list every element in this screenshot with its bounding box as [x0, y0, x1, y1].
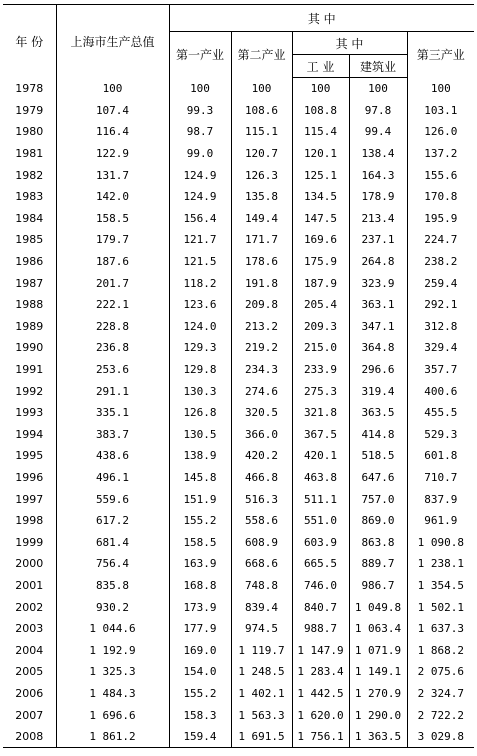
primary-cell: 99.3 [169, 100, 231, 122]
construction-cell: 1 071.9 [349, 639, 407, 661]
table-row [3, 683, 474, 705]
primary-cell: 98.7 [169, 121, 231, 143]
table-row [3, 575, 474, 597]
year-cell: 1984 [3, 208, 56, 230]
tertiary-cell: 238.2 [424, 255, 458, 269]
secondary-cell: 178.6 [231, 251, 292, 273]
table-row [3, 553, 474, 575]
gdp-cell: 187.6 [56, 251, 169, 273]
industry-cell: 115.4 [292, 121, 349, 143]
industry-cell: 746.0 [292, 575, 349, 597]
gdp-cell: 201.7 [56, 272, 169, 294]
table-row [3, 337, 474, 359]
secondary-cell: 839.4 [231, 596, 292, 618]
gdp-cell: 179.7 [56, 229, 169, 251]
gdp-cell: 681.4 [56, 531, 169, 553]
construction-cell: 364.8 [349, 337, 407, 359]
secondary-industry-header: 第二产业 [231, 32, 292, 78]
industry-cell: 1 620.0 [292, 704, 349, 726]
gdp-header: 上海市生产总值 [56, 5, 169, 78]
primary-cell: 126.8 [169, 402, 231, 424]
tertiary-cell: 2 324.7 [417, 686, 464, 700]
primary-cell: 130.3 [169, 380, 231, 402]
primary-cell: 99.0 [169, 143, 231, 165]
industry-cell: 215.0 [292, 337, 349, 359]
secondary-cell: 126.3 [231, 164, 292, 186]
industry-cell: 463.8 [292, 467, 349, 489]
industry-cell: 420.1 [292, 445, 349, 467]
year-header: 年 份 [3, 5, 56, 78]
industry-cell: 205.4 [292, 294, 349, 316]
table-row [3, 143, 474, 165]
tertiary-cell: 137.2 [424, 147, 458, 161]
gdp-cell: 1 696.6 [56, 704, 169, 726]
secondary-cell: 668.6 [231, 553, 292, 575]
primary-cell: 129.8 [169, 359, 231, 381]
tertiary-cell: 400.6 [424, 384, 458, 398]
primary-cell: 155.2 [169, 683, 231, 705]
industry-cell: 125.1 [292, 164, 349, 186]
industry-cell: 1 283.4 [292, 661, 349, 683]
year-cell: 2003 [3, 618, 56, 640]
secondary-cell: 120.7 [231, 143, 292, 165]
table-row [3, 596, 474, 618]
industry-cell: 275.3 [292, 380, 349, 402]
year-cell: 2008 [3, 726, 56, 748]
construction-cell: 347.1 [349, 316, 407, 338]
primary-cell: 151.9 [169, 488, 231, 510]
gdp-cell: 835.8 [56, 575, 169, 597]
year-cell: 1993 [3, 402, 56, 424]
year-cell: 2007 [3, 704, 56, 726]
construction-cell: 414.8 [349, 424, 407, 446]
gdp-cell: 142.0 [56, 186, 169, 208]
gdp-index-table [3, 4, 474, 748]
table-body [3, 78, 474, 748]
secondary-cell: 320.5 [231, 402, 292, 424]
year-cell: 1998 [3, 510, 56, 532]
industry-cell: 147.5 [292, 208, 349, 230]
tertiary-cell: 100 [430, 82, 451, 96]
year-cell: 1987 [3, 272, 56, 294]
gdp-cell: 930.2 [56, 596, 169, 618]
industry-cell: 321.8 [292, 402, 349, 424]
primary-cell: 156.4 [169, 208, 231, 230]
secondary-cell: 974.5 [231, 618, 292, 640]
table-row [3, 618, 474, 640]
tertiary-cell: 837.9 [424, 492, 458, 506]
industry-cell: 840.7 [292, 596, 349, 618]
secondary-cell: 149.4 [231, 208, 292, 230]
tertiary-cell: 292.1 [424, 298, 458, 312]
tertiary-cell: 1 090.8 [417, 535, 464, 549]
primary-cell: 121.7 [169, 229, 231, 251]
table-row [3, 704, 474, 726]
primary-cell: 129.3 [169, 337, 231, 359]
tertiary-cell: 2 075.6 [417, 665, 464, 679]
construction-cell: 323.9 [349, 272, 407, 294]
construction-cell: 1 363.5 [349, 726, 407, 748]
secondary-cell: 748.8 [231, 575, 292, 597]
industry-cell: 175.9 [292, 251, 349, 273]
tertiary-cell: 601.8 [424, 449, 458, 463]
secondary-cell: 191.8 [231, 272, 292, 294]
primary-cell: 121.5 [169, 251, 231, 273]
table-row [3, 424, 474, 446]
gdp-cell: 131.7 [56, 164, 169, 186]
year-cell: 1996 [3, 467, 56, 489]
year-cell: 1989 [3, 316, 56, 338]
tertiary-cell: 1 868.2 [417, 643, 464, 657]
tertiary-cell: 259.4 [424, 276, 458, 290]
table-row [3, 661, 474, 683]
construction-cell: 889.7 [349, 553, 407, 575]
construction-cell: 1 290.0 [349, 704, 407, 726]
primary-cell: 123.6 [169, 294, 231, 316]
year-cell: 1995 [3, 445, 56, 467]
year-cell: 1983 [3, 186, 56, 208]
year-cell: 1979 [3, 100, 56, 122]
secondary-cell: 466.8 [231, 467, 292, 489]
industry-cell: 1 442.5 [292, 683, 349, 705]
industry-cell: 551.0 [292, 510, 349, 532]
construction-header: 建筑业 [349, 55, 407, 78]
primary-cell: 124.9 [169, 164, 231, 186]
year-cell: 1990 [3, 337, 56, 359]
year-cell: 1978 [3, 78, 56, 100]
tertiary-cell: 710.7 [424, 470, 458, 484]
gdp-cell: 383.7 [56, 424, 169, 446]
year-cell: 1999 [3, 531, 56, 553]
industry-cell: 233.9 [292, 359, 349, 381]
table-row [3, 488, 474, 510]
construction-cell: 1 149.1 [349, 661, 407, 683]
tertiary-cell: 224.7 [424, 233, 458, 247]
primary-cell: 158.3 [169, 704, 231, 726]
table-row [3, 272, 474, 294]
construction-cell: 986.7 [349, 575, 407, 597]
industry-cell: 603.9 [292, 531, 349, 553]
year-cell: 2004 [3, 639, 56, 661]
primary-cell: 173.9 [169, 596, 231, 618]
primary-cell: 118.2 [169, 272, 231, 294]
table-row [3, 445, 474, 467]
primary-industry-header: 第一产业 [169, 32, 231, 78]
gdp-cell: 1 044.6 [56, 618, 169, 640]
tertiary-cell: 103.1 [424, 103, 458, 117]
table-row [3, 164, 474, 186]
year-cell: 1982 [3, 164, 56, 186]
construction-cell: 178.9 [349, 186, 407, 208]
tertiary-cell: 1 502.1 [417, 600, 464, 614]
construction-cell: 518.5 [349, 445, 407, 467]
industry-cell: 108.8 [292, 100, 349, 122]
construction-cell: 296.6 [349, 359, 407, 381]
year-cell: 1981 [3, 143, 56, 165]
tertiary-cell: 1 238.1 [417, 557, 464, 571]
industry-cell: 1 147.9 [292, 639, 349, 661]
table-header [3, 5, 474, 78]
year-cell: 2005 [3, 661, 56, 683]
gdp-cell: 1 484.3 [56, 683, 169, 705]
secondary-cell: 213.2 [231, 316, 292, 338]
primary-cell: 154.0 [169, 661, 231, 683]
gdp-cell: 335.1 [56, 402, 169, 424]
tertiary-cell: 1 354.5 [417, 578, 464, 592]
table-row [3, 100, 474, 122]
secondary-cell: 274.6 [231, 380, 292, 402]
table-row [3, 78, 474, 100]
secondary-cell: 1 563.3 [231, 704, 292, 726]
tertiary-cell: 2 722.2 [417, 708, 464, 722]
gdp-cell: 1 325.3 [56, 661, 169, 683]
tertiary-cell: 3 029.8 [407, 726, 474, 748]
year-cell: 1997 [3, 488, 56, 510]
tertiary-cell: 170.8 [424, 190, 458, 204]
table-row [3, 467, 474, 489]
construction-cell: 757.0 [349, 488, 407, 510]
year-cell: 1991 [3, 359, 56, 381]
table-row [3, 316, 474, 338]
primary-cell: 124.0 [169, 316, 231, 338]
gdp-cell: 236.8 [56, 337, 169, 359]
gdp-cell: 1 192.9 [56, 639, 169, 661]
primary-cell: 100 [169, 78, 231, 100]
gdp-cell: 116.4 [56, 121, 169, 143]
table-row [3, 208, 474, 230]
industry-cell: 367.5 [292, 424, 349, 446]
tertiary-cell: 1 637.3 [417, 622, 464, 636]
table-row [3, 531, 474, 553]
industry-cell: 134.5 [292, 186, 349, 208]
primary-cell: 159.4 [169, 726, 231, 748]
year-cell: 1994 [3, 424, 56, 446]
industry-header: 工 业 [292, 55, 349, 78]
table-row [3, 251, 474, 273]
secondary-cell: 209.8 [231, 294, 292, 316]
secondary-cell: 366.0 [231, 424, 292, 446]
year-cell: 1986 [3, 251, 56, 273]
gdp-cell: 158.5 [56, 208, 169, 230]
industry-cell: 209.3 [292, 316, 349, 338]
table-row [3, 510, 474, 532]
gdp-cell: 253.6 [56, 359, 169, 381]
primary-cell: 145.8 [169, 467, 231, 489]
industry-cell: 100 [292, 78, 349, 100]
table-row [3, 121, 474, 143]
year-cell: 1985 [3, 229, 56, 251]
tertiary-cell: 961.9 [424, 514, 458, 528]
table-row [3, 380, 474, 402]
construction-cell: 1 063.4 [349, 618, 407, 640]
construction-cell: 97.8 [349, 100, 407, 122]
secondary-cell: 100 [231, 78, 292, 100]
tertiary-cell: 155.6 [424, 168, 458, 182]
secondary-cell: 1 119.7 [231, 639, 292, 661]
construction-cell: 319.4 [349, 380, 407, 402]
construction-cell: 100 [349, 78, 407, 100]
construction-cell: 164.3 [349, 164, 407, 186]
primary-cell: 158.5 [169, 531, 231, 553]
gdp-cell: 496.1 [56, 467, 169, 489]
secondary-cell: 1 248.5 [231, 661, 292, 683]
primary-cell: 169.0 [169, 639, 231, 661]
construction-cell: 99.4 [349, 121, 407, 143]
year-cell: 2002 [3, 596, 56, 618]
tertiary-cell: 312.8 [424, 319, 458, 333]
construction-cell: 237.1 [349, 229, 407, 251]
primary-cell: 177.9 [169, 618, 231, 640]
table-row [3, 726, 474, 748]
table-row [3, 294, 474, 316]
secondary-cell: 608.9 [231, 531, 292, 553]
year-cell: 1980 [3, 121, 56, 143]
primary-cell: 138.9 [169, 445, 231, 467]
construction-cell: 869.0 [349, 510, 407, 532]
industry-cell: 187.9 [292, 272, 349, 294]
year-cell: 1988 [3, 294, 56, 316]
secondary-cell: 135.8 [231, 186, 292, 208]
tertiary-cell: 329.4 [424, 341, 458, 355]
construction-cell: 213.4 [349, 208, 407, 230]
tertiary-cell: 357.7 [424, 363, 458, 377]
year-cell: 2001 [3, 575, 56, 597]
gdp-cell: 122.9 [56, 143, 169, 165]
construction-cell: 1 049.8 [349, 596, 407, 618]
secondary-cell: 1 691.5 [231, 726, 292, 748]
secondary-cell: 516.3 [231, 488, 292, 510]
construction-cell: 647.6 [349, 467, 407, 489]
table-row [3, 402, 474, 424]
tertiary-cell: 455.5 [424, 406, 458, 420]
gdp-cell: 222.1 [56, 294, 169, 316]
table-row [3, 229, 474, 251]
tertiary-industry-header: 第三产业 [416, 48, 465, 63]
gdp-cell: 438.6 [56, 445, 169, 467]
primary-cell: 124.9 [169, 186, 231, 208]
primary-cell: 163.9 [169, 553, 231, 575]
construction-cell: 363.1 [349, 294, 407, 316]
tertiary-cell: 126.0 [424, 125, 458, 139]
gdp-cell: 100 [56, 78, 169, 100]
year-cell: 1992 [3, 380, 56, 402]
of-which-sub-header: 其 中 [292, 32, 407, 55]
gdp-cell: 617.2 [56, 510, 169, 532]
gdp-cell: 107.4 [56, 100, 169, 122]
industry-cell: 988.7 [292, 618, 349, 640]
industry-cell: 1 756.1 [292, 726, 349, 748]
industry-cell: 120.1 [292, 143, 349, 165]
gdp-cell: 228.8 [56, 316, 169, 338]
table-row [3, 359, 474, 381]
gdp-cell: 559.6 [56, 488, 169, 510]
secondary-cell: 108.6 [231, 100, 292, 122]
construction-cell: 363.5 [349, 402, 407, 424]
secondary-cell: 1 402.1 [231, 683, 292, 705]
year-cell: 2000 [3, 553, 56, 575]
construction-cell: 1 270.9 [349, 683, 407, 705]
industry-cell: 169.6 [292, 229, 349, 251]
gdp-cell: 291.1 [56, 380, 169, 402]
primary-cell: 155.2 [169, 510, 231, 532]
secondary-cell: 219.2 [231, 337, 292, 359]
table-row [3, 639, 474, 661]
tertiary-cell: 529.3 [424, 427, 458, 441]
gdp-cell: 756.4 [56, 553, 169, 575]
industry-cell: 665.5 [292, 553, 349, 575]
secondary-cell: 115.1 [231, 121, 292, 143]
secondary-cell: 558.6 [231, 510, 292, 532]
construction-cell: 863.8 [349, 531, 407, 553]
year-cell: 2006 [3, 683, 56, 705]
construction-cell: 138.4 [349, 143, 407, 165]
secondary-cell: 234.3 [231, 359, 292, 381]
construction-cell: 264.8 [349, 251, 407, 273]
tertiary-cell: 195.9 [424, 211, 458, 225]
of-which-header: 其 中 [169, 5, 474, 32]
secondary-cell: 171.7 [231, 229, 292, 251]
gdp-cell: 1 861.2 [56, 726, 169, 748]
primary-cell: 168.8 [169, 575, 231, 597]
primary-cell: 130.5 [169, 424, 231, 446]
table-row [3, 186, 474, 208]
industry-cell: 511.1 [292, 488, 349, 510]
secondary-cell: 420.2 [231, 445, 292, 467]
